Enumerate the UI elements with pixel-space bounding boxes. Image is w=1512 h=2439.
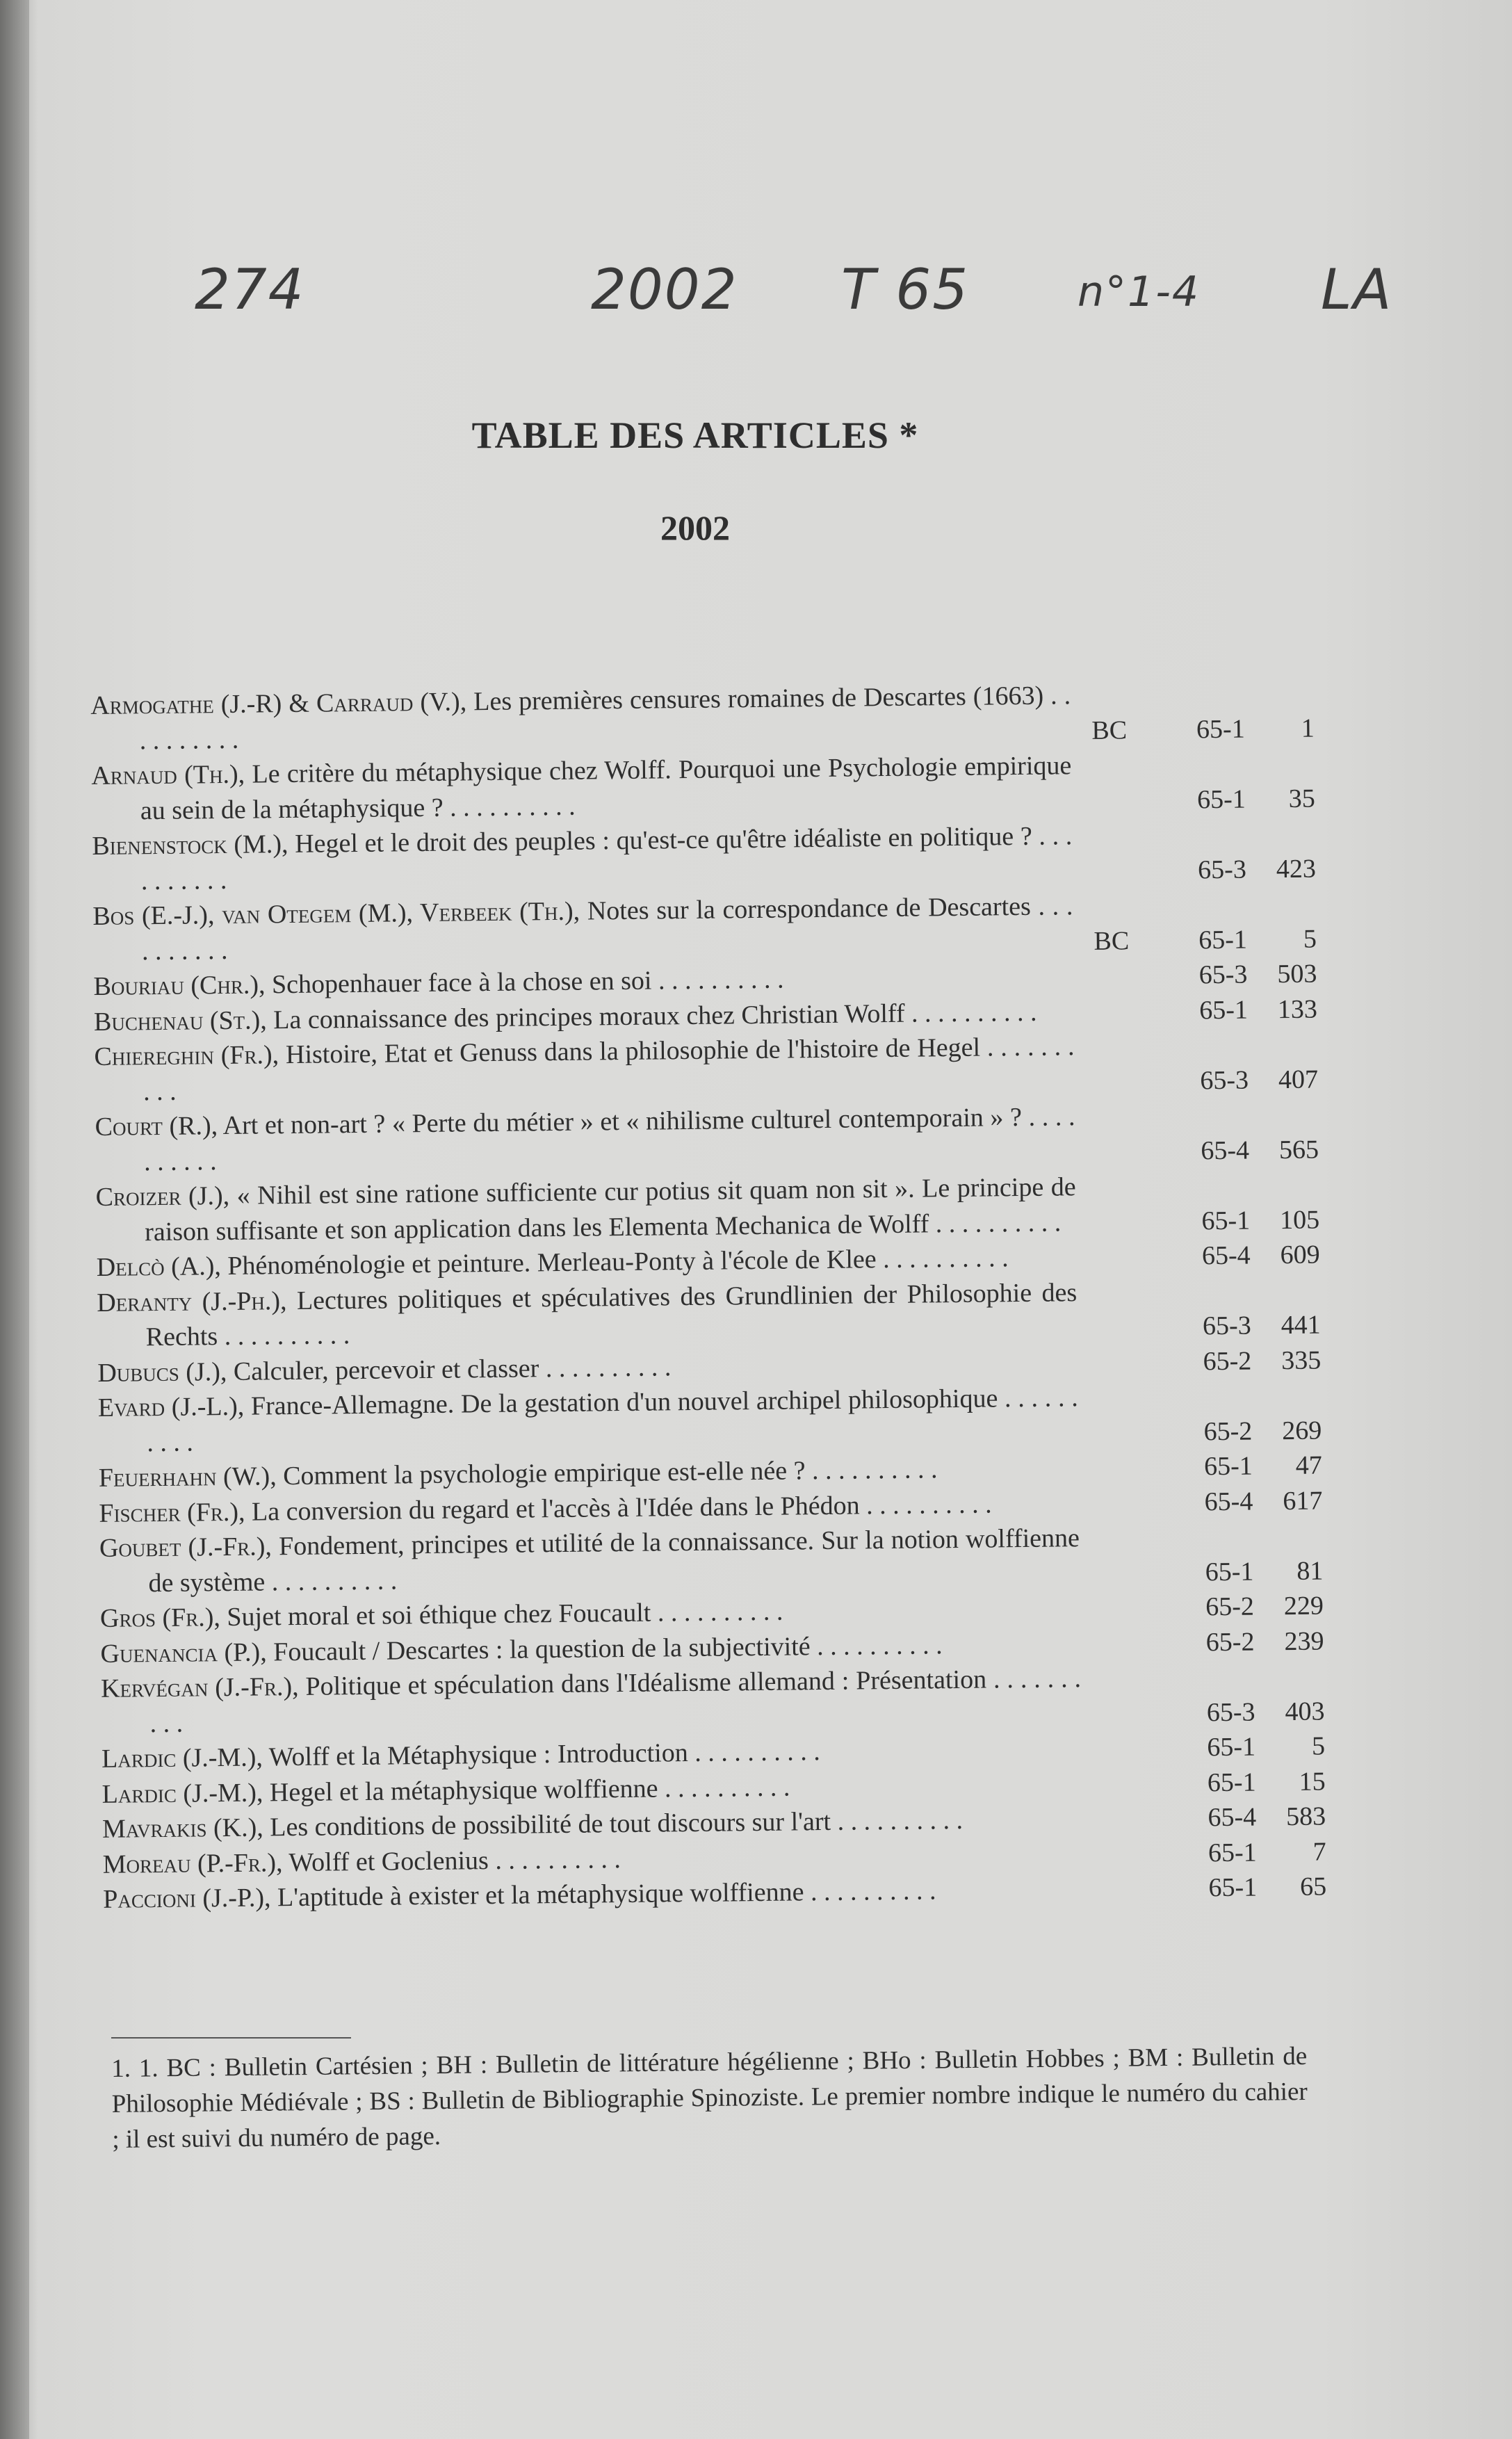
article-text <box>98 1380 1079 1461</box>
article-author: Moreau (P.-Fr.) <box>102 1847 277 1879</box>
footnote: 1. 1. BC : Bulletin Cartésien ; BH : Bulletin de littérature hégélienne ; BHo : Bulletin Hobbes ; BM : Bulletin de Philosophie Médiévale ; BS : Bulletin de Bibliographie Spinoziste. Le premier nombre indique le numéro du cahier ; il est suivi du numéro de page. <box>111 2041 1308 2154</box>
article-page: 407 <box>1278 1064 1319 1094</box>
article-title: , Hegel et le droit des peuples : qu'est-ce qu'être idéaliste en politique ? <box>281 821 1032 859</box>
article-title: , France-Allemagne. De la gestation d'un nouvel archipel philosophique <box>237 1384 998 1421</box>
article-entry <box>92 886 1317 969</box>
article-author: Delcò (A.) <box>96 1251 215 1282</box>
article-text <box>94 1029 1075 1110</box>
article-text <box>97 1275 1078 1356</box>
article-page: 105 <box>1279 1205 1320 1235</box>
article-author: Buchenau (St.) <box>93 1005 261 1037</box>
leader-dots: . . . . . . . . . . <box>147 1383 1078 1457</box>
article-title: , L'aptitude à exister et la métaphysique wolffienne <box>263 1877 804 1913</box>
article-author: Fischer (Fr.) <box>99 1497 239 1528</box>
article-title: , Politique et spéculation dans l'Idéalisme allemand : Présentation <box>291 1664 987 1702</box>
article-page: 441 <box>1281 1310 1321 1340</box>
leader-dots: . . . . . . . . . . <box>651 1596 783 1628</box>
article-issue: 65-1 <box>1196 784 1246 814</box>
article-author: Court (R.) <box>95 1111 211 1142</box>
article-title: , Hegel et la métaphysique wolffienne <box>256 1774 658 1808</box>
article-issue: 65-1 <box>1203 1451 1253 1482</box>
article-title: , Phénoménologie et peinture. Merleau-Ponty à l'école de Klee <box>214 1245 877 1281</box>
article-issue: 65-2 <box>1203 1416 1253 1446</box>
article-page: 133 <box>1277 994 1318 1024</box>
article-entry <box>91 746 1315 829</box>
article-issue: 65-3 <box>1202 1311 1251 1341</box>
handwritten-note-3: T 65 <box>841 257 970 322</box>
article-author: Bos (E.-J.), van Otegem (M.), Verbeek (Th.) <box>92 896 574 931</box>
article-author: Arnaud (Th.) <box>91 759 238 791</box>
article-page: 7 <box>1312 1836 1326 1867</box>
article-title: , Art et non-art ? « Perte du métier » et « nihilisme culturel contemporain » ? <box>211 1103 1023 1141</box>
article-title: , Comment la psychologie empirique est-elle née ? <box>269 1456 806 1491</box>
article-entry <box>95 1097 1319 1180</box>
article-title: , La connaissance des principes moraux chez Christian Wolff <box>260 998 905 1035</box>
leader-dots: . . . . . . . . . . <box>140 821 1073 896</box>
handwritten-note-5: LA <box>1321 257 1393 322</box>
leader-dots: . . . . . . . . . . <box>143 1102 1075 1176</box>
article-author: Bouriau (Chr.) <box>93 970 259 1001</box>
leader-dots: . . . . . . . . . . <box>929 1207 1062 1238</box>
article-author: Lardic (J.-M.) <box>101 1778 257 1809</box>
article-page: 617 <box>1283 1486 1323 1516</box>
leader-dots: . . . . . . . . . . <box>265 1565 398 1596</box>
leader-dots: . . . . . . . . . . <box>143 1032 1075 1106</box>
article-entry <box>101 1658 1325 1741</box>
leader-dots: . . . . . . . . . . <box>651 964 784 996</box>
article-title: , Histoire, Etat et Genuss dans la philosophie de l'histoire de Hegel <box>272 1032 981 1070</box>
leader-dots: . . . . . . . . . . <box>904 997 1037 1028</box>
article-issue: 65-4 <box>1201 1135 1250 1165</box>
article-issue: 65-3 <box>1198 959 1248 990</box>
article-entry <box>94 1027 1318 1110</box>
article-text <box>95 1099 1075 1180</box>
article-title: , Foucault / Descartes : la question de la subjectivité <box>259 1631 811 1667</box>
article-title: , Wolff et Goclenius <box>275 1845 489 1877</box>
article-title: , La conversion du regard et l'accès à l'Idée dans le Phédon <box>238 1490 860 1527</box>
leader-dots: . . . . . . . . . . <box>688 1737 820 1768</box>
article-page: 229 <box>1283 1591 1324 1621</box>
article-author: Armogathe (J.-R) & Carraud (V.) <box>90 687 460 720</box>
article-text <box>92 818 1073 899</box>
article-author: Paccioni (J.-P.) <box>103 1883 265 1914</box>
article-issue: 65-1 <box>1196 714 1245 744</box>
leader-dots: . . . . . . . . . . <box>443 791 576 823</box>
article-page: 65 <box>1299 1872 1327 1902</box>
article-page: 403 <box>1285 1696 1325 1726</box>
article-page: 423 <box>1276 854 1317 884</box>
article-text <box>92 889 1073 969</box>
article-issue: 65-4 <box>1201 1240 1251 1271</box>
article-title: , Le critère du métaphysique chez Wolff. Pourquoi une Psychologie empirique au sein de la métaphysique ? <box>140 751 1072 825</box>
article-author: Feuerhahn (W.) <box>98 1461 270 1493</box>
page-binding-edge <box>0 0 29 2439</box>
article-issue: 65-3 <box>1200 1065 1249 1095</box>
article-issue: 65-1 <box>1207 1767 1256 1797</box>
article-page: 565 <box>1278 1135 1319 1165</box>
page-year: 2002 <box>660 508 730 547</box>
article-author: Lardic (J.-M.) <box>101 1742 257 1774</box>
article-page: 609 <box>1280 1240 1320 1270</box>
leader-dots: . . . . . . . . . . <box>139 681 1071 755</box>
leader-dots: . . . . . . . . . . <box>805 1455 938 1486</box>
article-page: 15 <box>1299 1766 1326 1797</box>
article-title: , Schopenhauer face à la chose en soi <box>258 966 652 1000</box>
article-page: 5 <box>1311 1731 1326 1761</box>
article-author: Gros (Fr.) <box>99 1603 214 1633</box>
article-title: , Calculer, percevoir et classer <box>220 1353 539 1386</box>
leader-dots: . . . . . . . . . . <box>804 1876 936 1907</box>
article-text <box>90 678 1071 759</box>
leader-dots: . . . . . . . . . . <box>217 1320 350 1352</box>
article-page: 1 <box>1301 713 1315 743</box>
article-author: Guenancia (P.) <box>100 1637 261 1669</box>
leader-dots: . . . . . . . . . . <box>141 891 1073 966</box>
article-author: Bienenstock (M.) <box>92 829 282 861</box>
leader-dots: . . . . . . . . . . <box>859 1489 992 1520</box>
article-title: , Lectures politiques et spéculatives des Grundlinien der Philosophie des Rechts <box>145 1277 1078 1352</box>
article-title: , Notes sur la correspondance de Descartes <box>573 891 1032 926</box>
articles-list <box>90 676 1326 1918</box>
article-issue: 65-4 <box>1204 1486 1253 1516</box>
article-page: 35 <box>1288 784 1315 813</box>
footnote-rule <box>111 2037 351 2039</box>
article-entry <box>99 1518 1324 1601</box>
article-text <box>101 1661 1082 1742</box>
article-page: 5 <box>1303 924 1317 954</box>
leader-dots: . . . . . . . . . . <box>830 1805 964 1836</box>
article-issue: 65-1 <box>1208 1838 1257 1867</box>
article-author: Evard (J.-L.) <box>97 1391 238 1423</box>
article-title: , Wolff et la Métaphysique : Introduction <box>256 1738 688 1772</box>
article-issue: 65-2 <box>1205 1591 1255 1622</box>
article-page: 269 <box>1282 1416 1322 1445</box>
article-entry <box>90 676 1315 759</box>
article-author: Chiereghin (Fr.) <box>94 1040 273 1071</box>
article-page: 583 <box>1285 1801 1326 1832</box>
leader-dots: . . . . . . . . . . <box>488 1844 621 1875</box>
article-page: 47 <box>1295 1450 1323 1480</box>
leader-dots: . . . . . . . . . . <box>149 1664 1082 1738</box>
article-source: BC <box>1091 715 1128 745</box>
leader-dots: . . . . . . . . . . <box>876 1243 1009 1274</box>
article-issue: 65-3 <box>1206 1697 1255 1727</box>
article-entry <box>92 816 1316 899</box>
leader-dots: . . . . . . . . . . <box>810 1630 943 1661</box>
article-page: 503 <box>1277 959 1317 989</box>
article-issue: 65-4 <box>1208 1802 1257 1833</box>
article-page: 335 <box>1281 1345 1322 1375</box>
article-issue: 65-1 <box>1201 1206 1251 1235</box>
article-author: Mavrakis (K.) <box>101 1813 257 1844</box>
article-issue: 65-1 <box>1198 925 1248 955</box>
article-issue: 65-3 <box>1197 854 1247 884</box>
article-entry <box>97 1272 1321 1355</box>
article-title: , Fondement, principes et utilité de la connaissance. Sur la notion wolffienne de système <box>148 1523 1080 1598</box>
article-title: , « Nihil est sine ratione sufficiente cur potius sit quam non sit ». Le principe de raison suffisante et son application dans les Elementa Mechanica de Wolff <box>144 1172 1076 1247</box>
article-issue: 65-1 <box>1207 1732 1256 1763</box>
article-page: 81 <box>1296 1556 1324 1586</box>
handwritten-note-4: n°1-4 <box>1078 268 1201 316</box>
leader-dots: . . . . . . . . . . <box>539 1352 672 1383</box>
article-title: , Sujet moral et soi éthique chez Foucault <box>213 1598 651 1632</box>
handwritten-note-2: 2002 <box>591 257 738 322</box>
article-text <box>95 1169 1076 1250</box>
handwritten-note-1: 274 <box>195 257 305 322</box>
article-entry <box>98 1378 1322 1461</box>
article-entry <box>95 1167 1319 1250</box>
article-author: Croizer (J.) <box>95 1181 223 1212</box>
article-issue: 65-1 <box>1205 1557 1254 1587</box>
page-title: TABLE DES ARTICLES * <box>471 414 919 456</box>
article-title: , Les conditions de possibilité de tout discours sur l'art <box>257 1806 831 1842</box>
article-issue: 65-1 <box>1208 1872 1258 1903</box>
article-issue: 65-2 <box>1203 1346 1252 1376</box>
article-issue: 65-1 <box>1199 995 1249 1025</box>
article-page: 239 <box>1284 1626 1324 1656</box>
article-author: Goubet (J.-Fr.) <box>99 1532 266 1563</box>
article-issue: 65-2 <box>1205 1627 1255 1657</box>
article-author: Deranty (J.-Ph.) <box>97 1286 281 1318</box>
article-text <box>91 748 1072 829</box>
leader-dots: . . . . . . . . . . <box>658 1772 790 1804</box>
article-author: Dubucs (J.) <box>97 1356 221 1388</box>
article-title: , Les premières censures romaines de Descartes (1663) <box>460 681 1044 717</box>
article-text <box>99 1521 1080 1601</box>
article-author: Kervégan (J.-Fr.) <box>100 1672 293 1703</box>
article-source: BC <box>1094 925 1130 956</box>
